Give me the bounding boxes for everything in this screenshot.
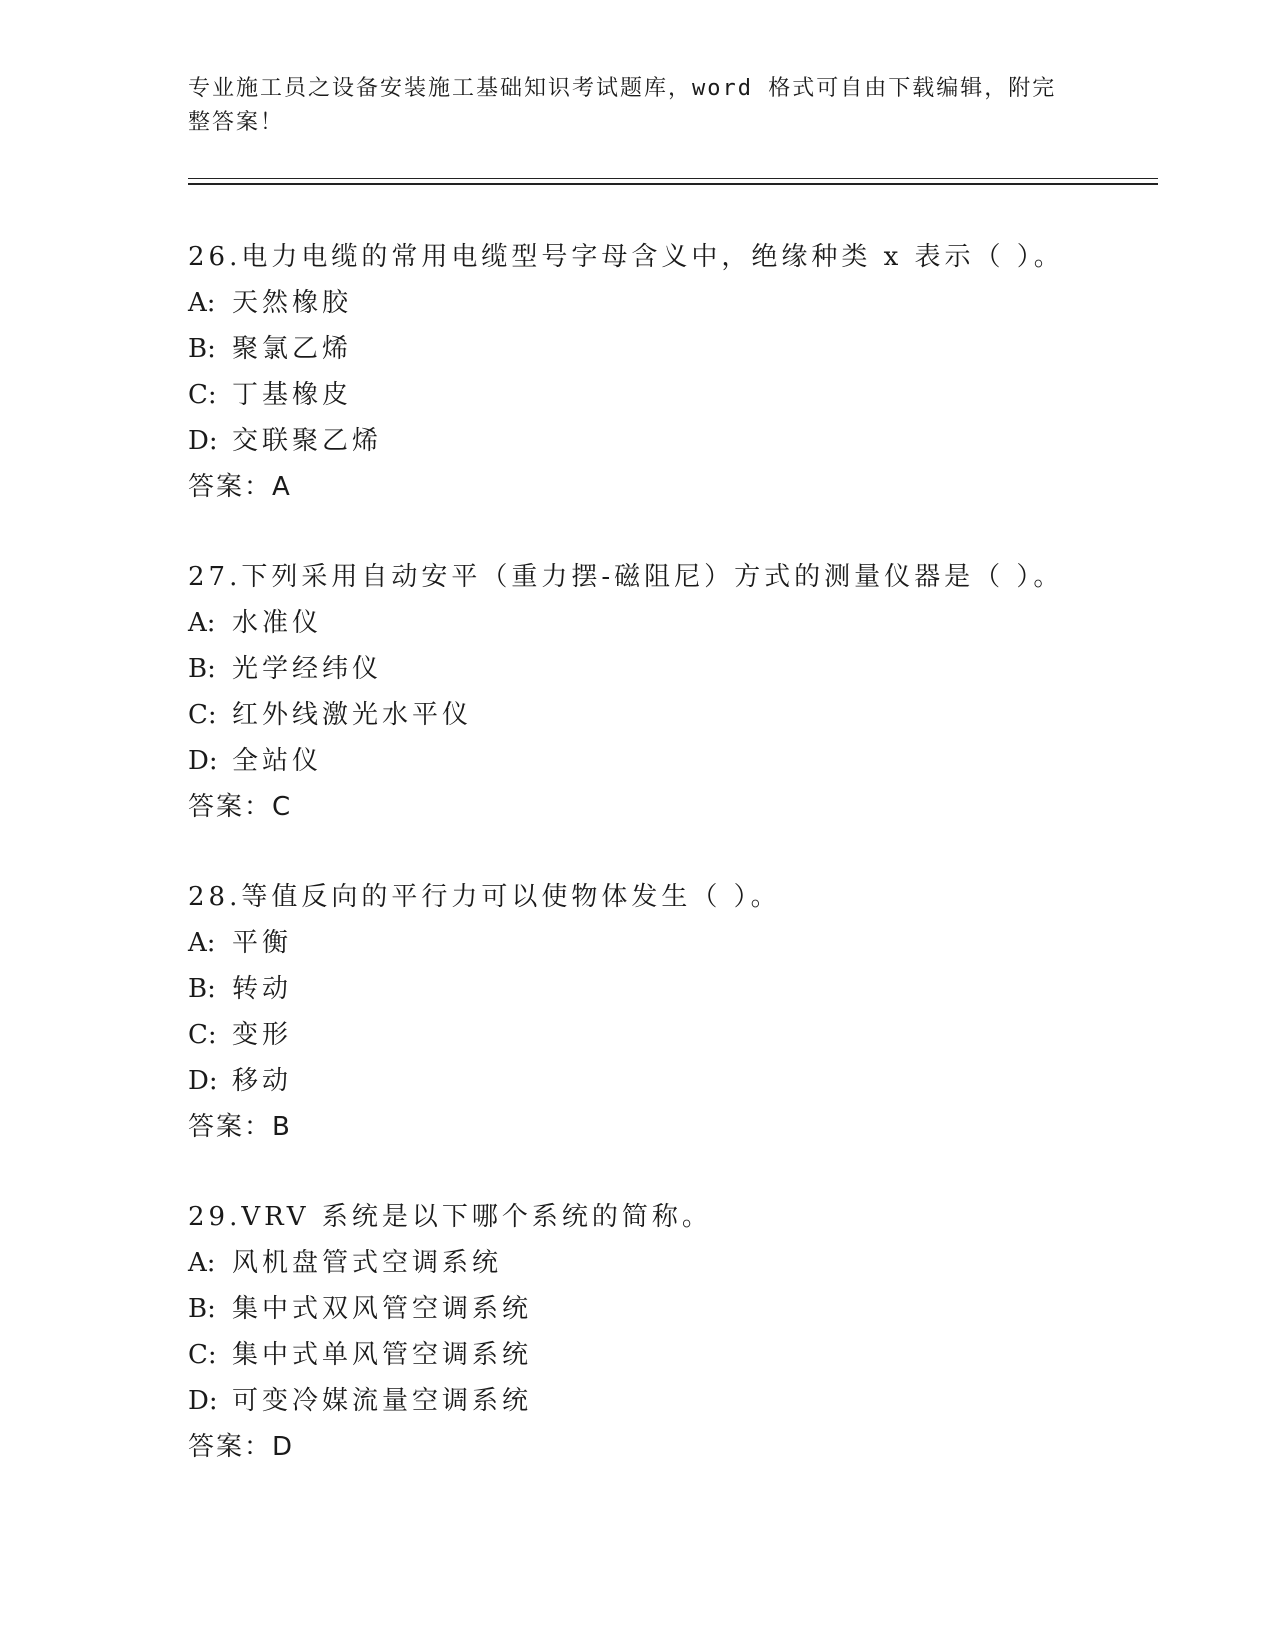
option-text: 集中式双风管空调系统 [232,1294,533,1324]
option-text: 平衡 [232,928,293,958]
option-letter: D: [188,1066,218,1096]
option-d [188,418,1148,464]
option-letter: C: [188,1340,217,1370]
option-letter: C: [188,1020,217,1050]
option-letter: C: [188,380,217,410]
option-d [188,738,1148,784]
header-divider-thick [188,183,1158,185]
option-text: 交联聚乙烯 [232,426,383,456]
option-text: 红外线激光水平仪 [232,700,473,730]
option-letter: A: [188,928,216,958]
option-letter: B: [188,334,216,364]
option-letter: A: [188,608,216,638]
option-a [188,280,1148,326]
option-text: 风机盘管式空调系统 [232,1248,503,1278]
option-a [188,1240,1148,1286]
question-28 [188,874,1148,1150]
question-title: 28.等值反向的平行力可以使物体发生（ ）。 [188,882,781,912]
option-d [188,1378,1148,1424]
answer-line: 答案：A [188,472,292,502]
option-letter: A: [188,1248,216,1278]
option-letter: D: [188,746,218,776]
option-a [188,600,1148,646]
option-c [188,1332,1148,1378]
option-text: 移动 [232,1066,293,1096]
option-b [188,1286,1148,1332]
option-letter: A: [188,288,216,318]
question-26 [188,234,1148,510]
option-text: 集中式单风管空调系统 [232,1340,533,1370]
question-27 [188,554,1148,830]
option-b [188,966,1148,1012]
option-letter: D: [188,1386,218,1416]
option-d [188,1058,1148,1104]
question-title: 26.电力电缆的常用电缆型号字母含义中，绝缘种类 x 表示（ ）。 [188,242,1064,272]
header-divider-thin [188,178,1158,179]
option-text: 丁基橡皮 [232,380,353,410]
option-a [188,920,1148,966]
option-letter: B: [188,1294,216,1324]
option-c [188,1012,1148,1058]
option-letter: D: [188,426,218,456]
option-letter: C: [188,700,217,730]
option-text: 水准仪 [232,608,323,638]
option-text: 光学经纬仪 [232,654,383,684]
document-header: 专业施工员之设备安装施工基础知识考试题库，word 格式可自由下载编辑，附完整答案！ [188,76,1057,135]
answer-line: 答案：B [188,1112,292,1142]
option-text: 可变冷媒流量空调系统 [232,1386,533,1416]
option-text: 变形 [232,1020,293,1050]
question-title: 29.VRV 系统是以下哪个系统的简称。 [188,1202,712,1232]
question-29 [188,1194,1148,1470]
question-title: 27.下列采用自动安平（重力摆-磁阻尼）方式的测量仪器是（ ）。 [188,562,1064,592]
option-text: 天然橡胶 [232,288,353,318]
answer-line: 答案：D [188,1432,295,1462]
option-text: 全站仪 [232,746,323,776]
answer-line: 答案：C [188,792,293,822]
option-letter: B: [188,654,216,684]
option-b [188,326,1148,372]
option-text: 转动 [232,974,293,1004]
option-text: 聚氯乙烯 [232,334,353,364]
option-b [188,646,1148,692]
option-c [188,692,1148,738]
option-letter: B: [188,974,216,1004]
option-c [188,372,1148,418]
